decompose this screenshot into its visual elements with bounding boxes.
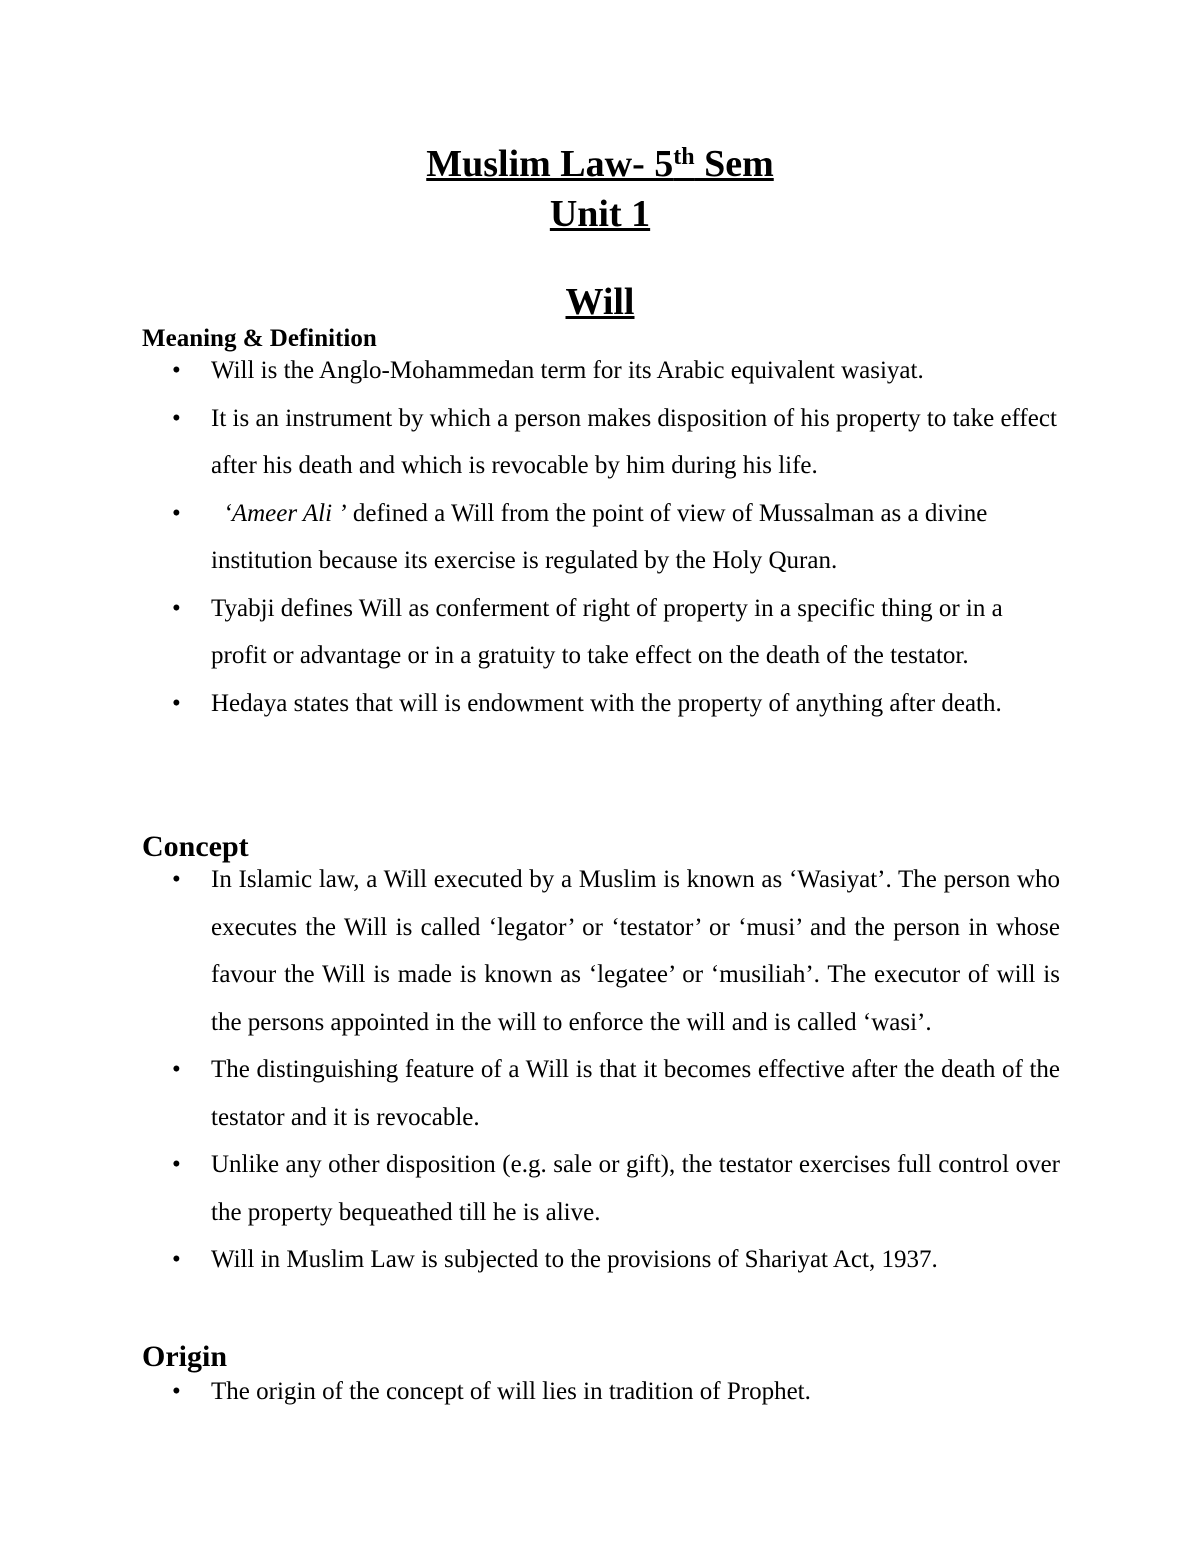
- origin-list: [172, 1368, 1060, 1416]
- list-item-text: The origin of the concept of will lies in tradition of Prophet.: [211, 1378, 811, 1405]
- meaning-heading: Meaning & Definition: [142, 325, 377, 352]
- concept-list: [172, 856, 1060, 1284]
- origin-heading: Origin: [142, 1340, 228, 1373]
- author-name: ‘Ameer Ali ’: [223, 499, 347, 527]
- bullet-icon: •: [172, 1378, 181, 1405]
- list-item: [172, 1141, 1060, 1236]
- list-item: [172, 1236, 1060, 1284]
- bullet-icon: •: [172, 404, 181, 432]
- list-item: [172, 347, 1060, 395]
- list-item: [172, 1046, 1060, 1141]
- list-item-text: Tyabji defines Will as conferment of right of property in a specific thing or in a profit or advantage or in a gratuity to take effect on the death of the testator.: [211, 594, 1003, 669]
- list-item: [172, 856, 1060, 1046]
- list-item: [172, 395, 1060, 490]
- list-item-text: Will is the Anglo-Mohammedan term for its Arabic equivalent wasiyat.: [211, 357, 924, 384]
- concept-heading: Concept: [142, 830, 249, 863]
- list-item-text: The distinguishing feature of a Will is that it becomes effective after the death of the testator and it is revocable.: [211, 1056, 1060, 1131]
- list-item-text: In Islamic law, a Will executed by a Muslim is known as ‘Wasiyat’. The person who executes the Will is called ‘legator’ or ‘testator’ or ‘musi’ and the person in whose favour the Will is made is known as ‘legatee’ or ‘musiliah’. The executor of will is the persons appointed in the will to enforce the will and is called ‘wasi’.: [211, 866, 1060, 1036]
- list-item-text: Will in Muslim Law is subjected to the provisions of Shariyat Act, 1937.: [211, 1246, 938, 1273]
- bullet-icon: •: [172, 866, 181, 893]
- bullet-icon: •: [172, 1151, 181, 1178]
- bullet-icon: •: [172, 499, 181, 527]
- title-superscript: th: [673, 144, 695, 171]
- list-item: [172, 585, 1060, 680]
- list-item: [172, 680, 1060, 728]
- list-item-text: Hedaya states that will is endowment with the property of anything after death.: [211, 689, 1002, 717]
- document-subtitle: Unit 1: [549, 193, 651, 235]
- topic-title: Will: [565, 281, 635, 323]
- bullet-icon: •: [172, 357, 181, 384]
- list-item-text: ‘Ameer Ali ’ defined a Will from the point of view of Mussalman as a divine institution because its exercise is regulated by the Holy Quran.: [211, 499, 988, 574]
- bullet-icon: •: [172, 1246, 181, 1273]
- list-item: [172, 490, 1060, 585]
- list-item: [172, 1368, 1060, 1416]
- bullet-icon: •: [172, 1056, 181, 1083]
- document-title: Muslim Law- 5th Sem: [426, 143, 774, 185]
- list-item-text: Unlike any other disposition (e.g. sale or gift), the testator exercises full control over the property bequeathed till he is alive.: [211, 1151, 1060, 1226]
- list-item-text: It is an instrument by which a person makes disposition of his property to take effect after his death and which is revocable by him during his life.: [211, 404, 1057, 479]
- bullet-icon: •: [172, 689, 181, 717]
- meaning-list: [172, 347, 1060, 727]
- bullet-icon: •: [172, 594, 181, 622]
